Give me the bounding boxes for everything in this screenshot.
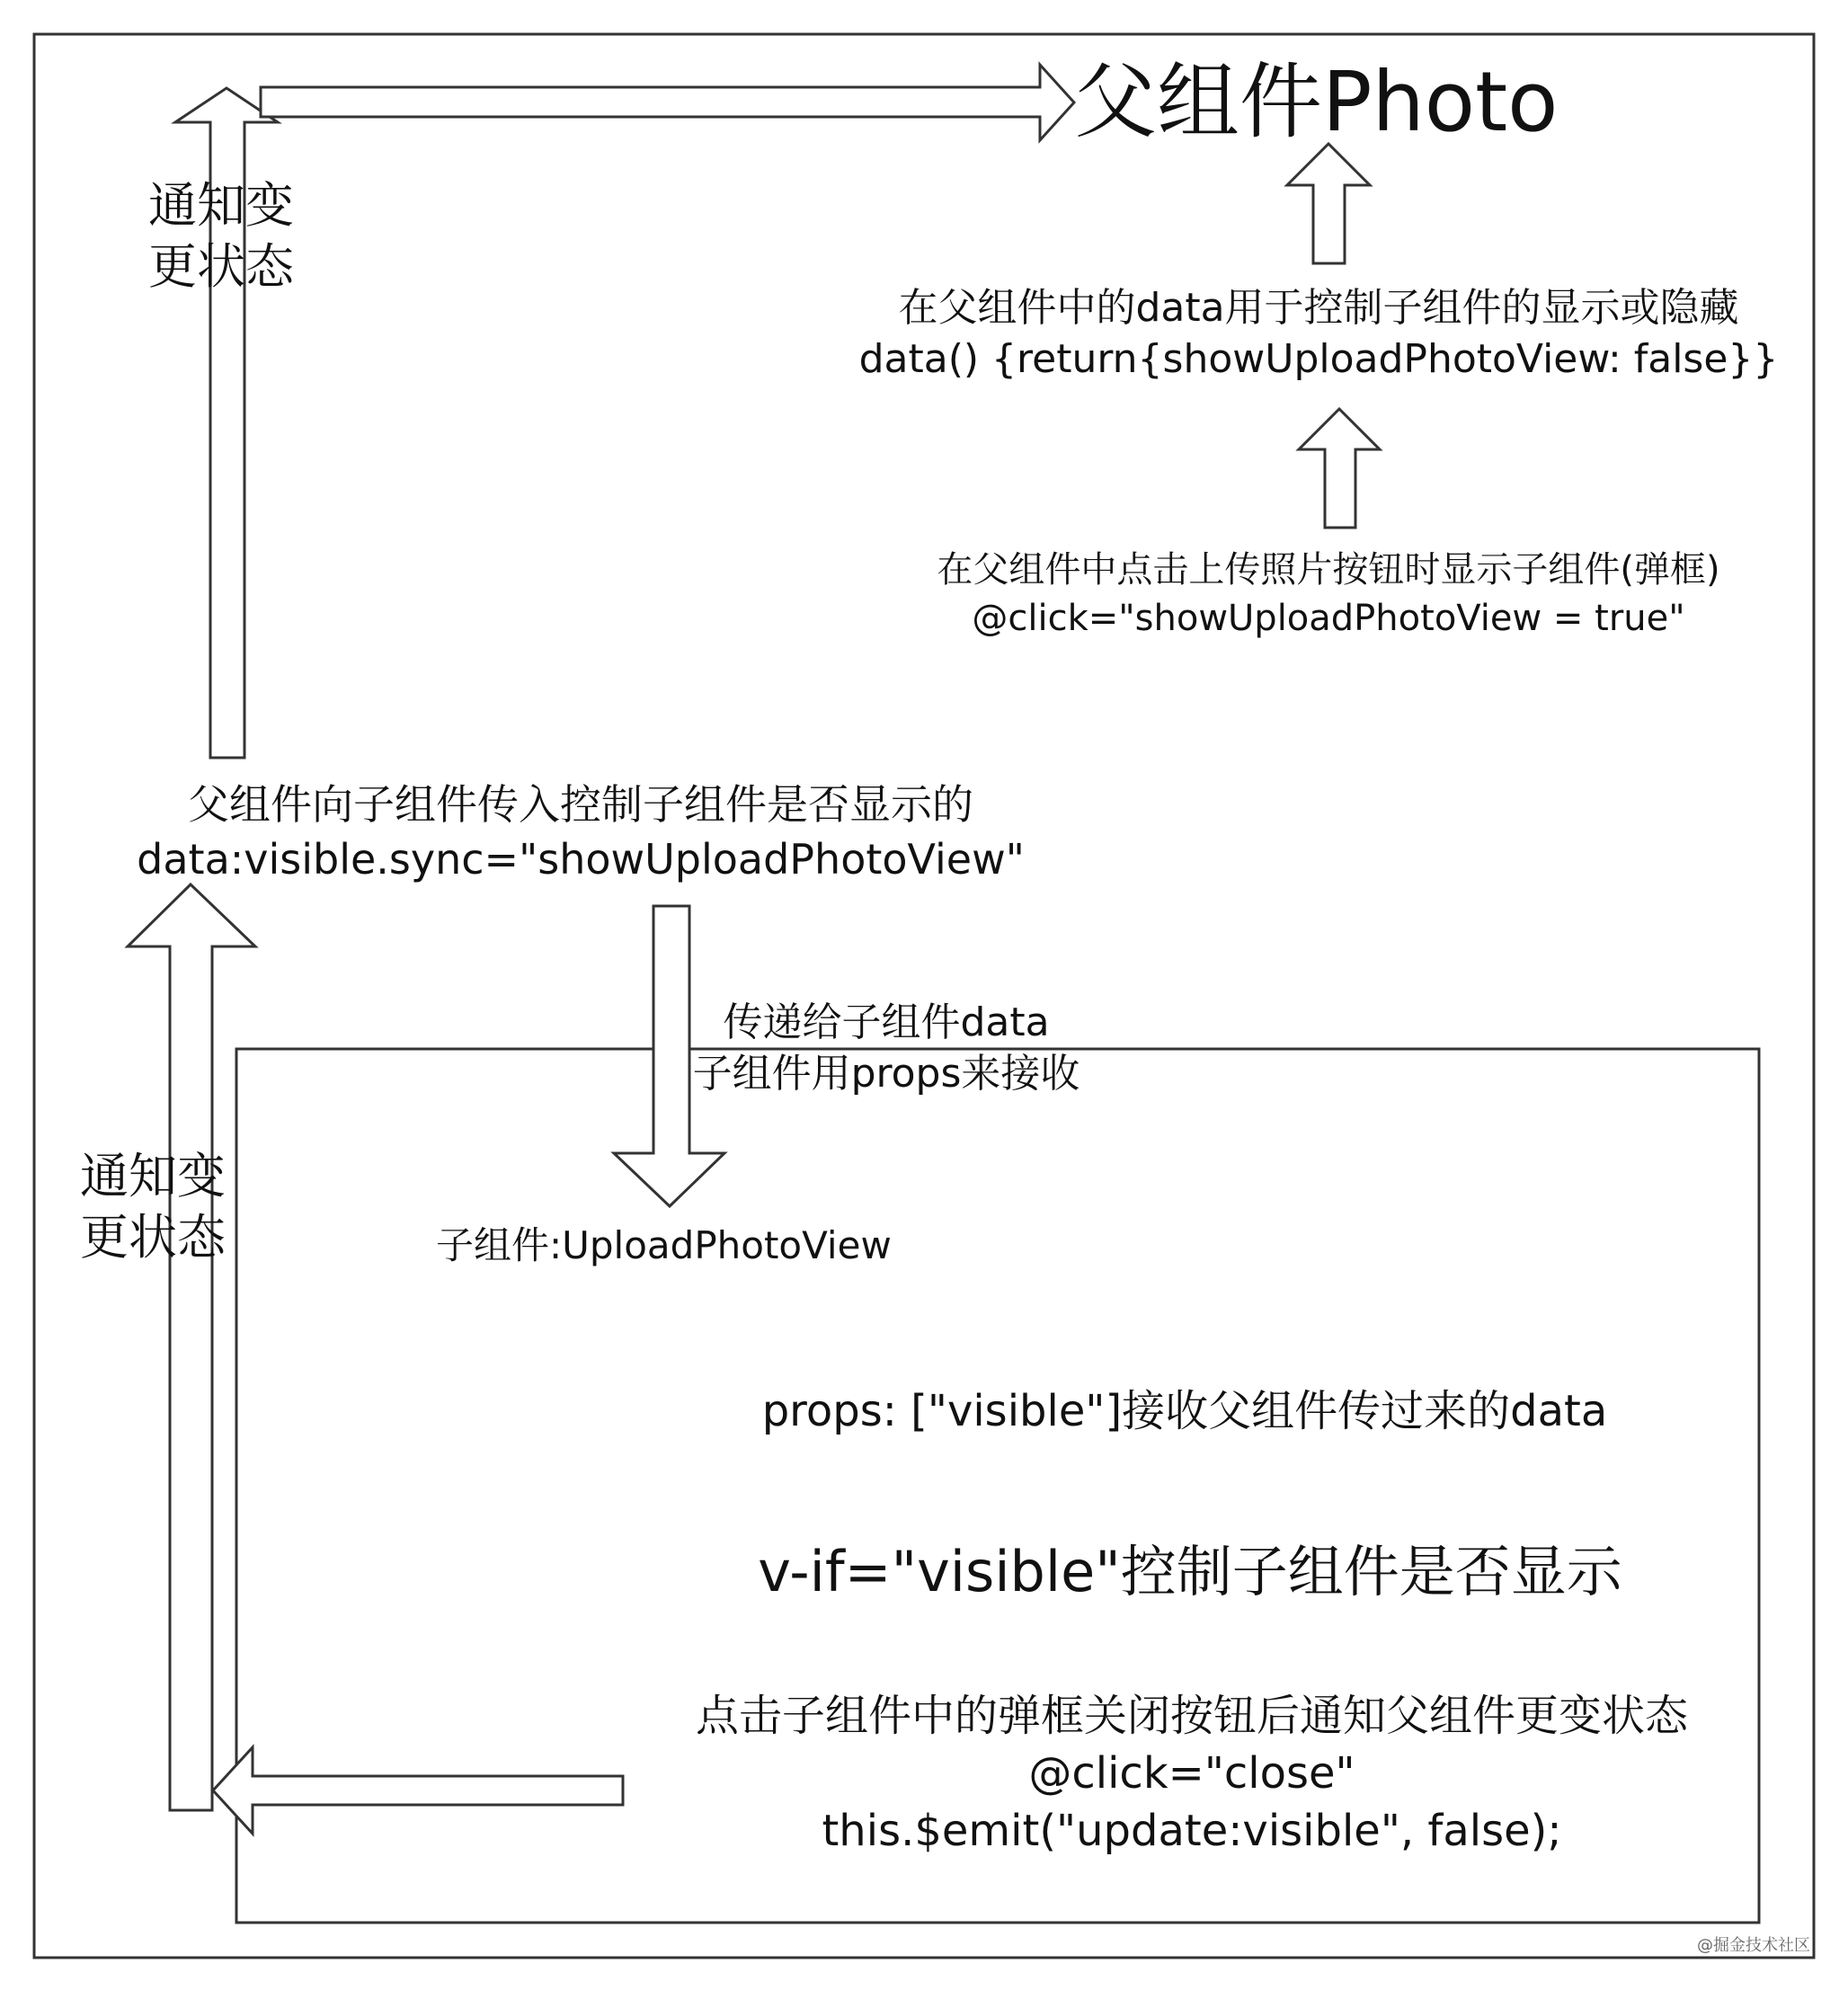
- child-close-line3: this.$emit("update:visible", false);: [822, 1806, 1562, 1856]
- parent-click-line2: @click="showUploadPhotoView = true": [972, 598, 1685, 639]
- arrow-up-to-parent-data: [1299, 409, 1380, 528]
- notify-change-top-line2: 更状态: [148, 238, 294, 295]
- child-props-text: props: ["visible"]接收父组件传过来的data: [761, 1386, 1608, 1436]
- notify-change-bottom-line2: 更状态: [80, 1209, 226, 1266]
- notify-change-bottom-line1: 通知变: [80, 1148, 226, 1204]
- arrow-left-from-close: [213, 1747, 623, 1834]
- pass-label-line1: 传递给子组件data: [723, 999, 1050, 1045]
- notify-change-top-line1: 通知变: [148, 177, 294, 234]
- pass-prop-line1: 父组件向子组件传入控制子组件是否显示的: [188, 780, 973, 829]
- pass-label-line2: 子组件用props来接收: [692, 1051, 1080, 1097]
- parent-data-line1: 在父组件中的data用于控制子组件的显示或隐藏: [898, 285, 1739, 331]
- child-component-name: 子组件:UploadPhotoView: [436, 1223, 892, 1267]
- child-close-line2: @click="close": [1028, 1748, 1355, 1799]
- parent-click-line1: 在父组件中点击上传照片按钮时显示子组件(弹框): [937, 549, 1720, 591]
- parent-data-line2: data() {return{showUploadPhotoView: false}}: [858, 336, 1779, 382]
- page-title: 父组件Photo: [1074, 54, 1559, 150]
- watermark: @掘金技术社区: [1697, 1936, 1810, 1955]
- pass-prop-line2: data:visible.sync="showUploadPhotoView": [137, 835, 1025, 884]
- child-close-line1: 点击子组件中的弹框关闭按钮后通知父组件更变状态: [695, 1691, 1689, 1741]
- child-vif-text: v-if="visible"控制子组件是否显示: [758, 1539, 1622, 1604]
- arrow-up-to-title: [1287, 144, 1370, 263]
- arrow-right-top: [261, 65, 1074, 140]
